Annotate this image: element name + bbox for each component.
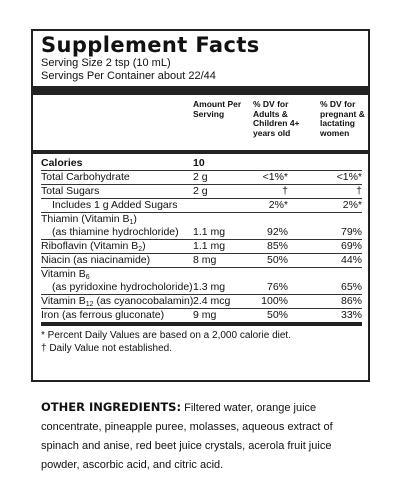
table-row bbox=[41, 213, 362, 240]
row-amount: 8 mg bbox=[193, 254, 217, 266]
row-dv-pregnant: † bbox=[356, 185, 362, 197]
row-dv-adults: 50% bbox=[266, 309, 288, 321]
footnote-dagger: † Daily Value not established. bbox=[41, 343, 173, 354]
col-pregnant-header: % DV for pregnant & lactating women bbox=[320, 99, 365, 138]
panel-title: Supplement Facts bbox=[41, 33, 260, 57]
row-dv-pregnant: 86% bbox=[340, 295, 362, 307]
row-dv-adults: 85% bbox=[266, 240, 288, 252]
row-dv-adults: 76% bbox=[266, 281, 288, 293]
table-row bbox=[41, 309, 362, 326]
footnote-dv: * Percent Daily Values are based on a 2,000 calorie diet. bbox=[41, 330, 291, 341]
row-amount: 2.4 mcg bbox=[193, 295, 231, 307]
row-label: Vitamin $B_6$ bbox=[41, 268, 90, 281]
col-adults-header: % DV for Adults & Children 4+ years old bbox=[253, 99, 300, 138]
row-label: Total Sugars bbox=[41, 185, 100, 197]
row-label-detail: (as pyridoxine hydrocholoride) bbox=[52, 281, 193, 293]
footnotes bbox=[41, 329, 362, 355]
table-row bbox=[41, 154, 362, 171]
row-dv-adults: 100% bbox=[261, 295, 288, 307]
row-label: Niacin (as niacinamide) bbox=[41, 254, 151, 266]
row-dv-pregnant: 44% bbox=[340, 254, 362, 266]
thick-rule bbox=[33, 86, 368, 95]
nutrient-table bbox=[41, 154, 362, 326]
row-amount: 9 mg bbox=[193, 309, 217, 321]
servings-per-container: Servings Per Container about 22/44 bbox=[41, 70, 216, 82]
row-dv-pregnant: <1%* bbox=[336, 171, 362, 183]
row-label-detail: (as thiamine hydrochloride) bbox=[52, 226, 179, 238]
row-amount: 1.1 mg bbox=[193, 240, 226, 252]
row-label: Riboflavin (Vitamin $B_2$) bbox=[41, 240, 146, 253]
col-amount-header: Amount Per Serving bbox=[193, 99, 242, 119]
row-dv-pregnant: 33% bbox=[340, 309, 362, 321]
row-dv-adults: <1%* bbox=[262, 171, 288, 183]
serving-size: Serving Size 2 tsp (10 mL) bbox=[41, 57, 171, 69]
row-amount: 10 bbox=[193, 157, 205, 169]
table-row bbox=[41, 199, 362, 213]
row-dv-pregnant: 79% bbox=[340, 226, 362, 238]
other-ingredients bbox=[41, 398, 371, 475]
row-dv-adults: 92% bbox=[266, 226, 288, 238]
row-label: Thiamin (Vitamin $B_1$) bbox=[41, 213, 137, 226]
ingredients-heading: OTHER INGREDIENTS: bbox=[41, 400, 182, 414]
table-row bbox=[41, 254, 362, 268]
row-dv-adults: 50% bbox=[266, 254, 288, 266]
row-amount: 1.3 mg bbox=[193, 281, 226, 293]
row-dv-pregnant: 65% bbox=[340, 281, 362, 293]
table-row bbox=[41, 185, 362, 199]
column-header bbox=[41, 95, 365, 150]
row-label: Vitamin $B_{12}$ (as cyanocobalamin) bbox=[41, 295, 194, 308]
row-label: Includes 1 g Added Sugars bbox=[52, 199, 178, 211]
row-amount: 1.1 mg bbox=[193, 226, 226, 238]
row-label: Iron (as ferrous gluconate) bbox=[41, 309, 165, 321]
row-dv-adults: 2%* bbox=[268, 199, 288, 211]
ingredients-text: Filtered water, orange juice concentrate, pineapple puree, molasses, aqueous extract of spinach and anise, red beet juice crystals, acerola fruit juice powder, ascorbic acid, and citric acid. bbox=[41, 402, 333, 471]
row-amount: 2 g bbox=[193, 171, 208, 183]
row-dv-adults: † bbox=[282, 185, 288, 197]
table-row bbox=[41, 268, 362, 295]
supplement-facts-panel bbox=[31, 29, 370, 382]
row-amount: 2 g bbox=[193, 185, 208, 197]
table-row bbox=[41, 295, 362, 309]
table-row bbox=[41, 240, 362, 254]
row-dv-pregnant: 2%* bbox=[342, 199, 362, 211]
row-label: Total Carbohydrate bbox=[41, 171, 130, 183]
row-label: Calories bbox=[41, 157, 83, 169]
table-row bbox=[41, 171, 362, 185]
row-dv-pregnant: 69% bbox=[340, 240, 362, 252]
